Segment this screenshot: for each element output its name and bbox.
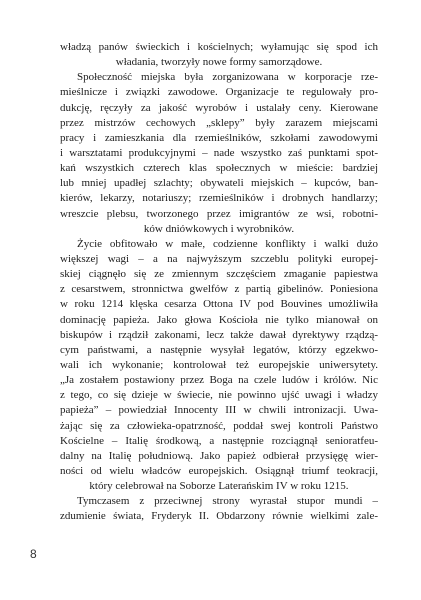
text-line: biskupów i rządził zakonami, lecz także dawał dyrektywy rządzą- <box>60 328 378 341</box>
page-number: 8 <box>30 547 37 561</box>
text-line: wali ich wykonanie; kontrolował też europejskie uniwersytety. <box>60 358 378 371</box>
text-line: Tymczasem z przeciwnej strony wyrastał stupor mundi – <box>77 495 378 508</box>
text-line: cym państwami, a następnie wysyłał legatów, którzy egzekwo- <box>60 343 378 356</box>
text-line: wreszcie plebsu, tworzonego przez imigrantów ze wsi, robotni- <box>60 207 378 220</box>
text-line: Społeczność miejska była zorganizowana w korporacje rze- <box>77 71 378 84</box>
text-line: zdumienie świata, Fryderyk II. Obdarzony równie wielkimi zale- <box>60 510 378 523</box>
text-line: kań wszystkich czterech klas społecznych w mieście: bardziej <box>60 162 378 175</box>
text-line: większej wagi – a na najwyższym szczeblu polityki europej- <box>60 252 378 265</box>
book-page-text <box>60 40 378 525</box>
text-line: mieślnicze i związki zawodowe. Organizacje te regulowały pro- <box>60 86 378 99</box>
text-line: kierów, lekarzy, notariuszy; rzemieślników i drobnych handlarzy; <box>60 192 378 205</box>
text-line: i warsztatami produkcyjnymi – nade wszystko zaś punktami spot- <box>60 146 378 159</box>
text-line: dalny na Italię południową. Jako papież odbierał przysięgę wier- <box>60 449 378 462</box>
text-line: w roku 1214 klęska cesarza Ottona IV pod Bouvines umożliwiła <box>60 298 378 311</box>
text-line: „Ja zostałem postawiony przez Boga na czele ludów i królów. Nic <box>60 374 378 387</box>
text-line: który celebrował na Soborze Laterańskim IV w roku 1215. <box>89 480 349 493</box>
text-line: lub mniej upadłej szlachty; obywateli miejskich – kupców, ban- <box>60 177 378 190</box>
text-line: władania, tworzyły nowe formy samorządowe. <box>115 56 323 69</box>
text-line: z cesarstwem, stronnictwa gwelfów z partią gibelinów. Poniesiona <box>60 283 378 296</box>
text-line: skiej ciągnęło się ze zmiennym szczęściem zmaganie papiestwa <box>60 268 378 281</box>
text-line: dukcję, ręczyły za jakość wyrobów i ustalały ceny. Kierowane <box>60 101 378 114</box>
text-line: pracy i zamieszkania dla rzemieślników, szkołami zawodowymi <box>60 131 378 144</box>
text-line: żając się za człowieka-opatrzność, poddał swej kontroli Państwo <box>60 419 378 432</box>
text-line: z tego, co się dzieje w świecie, nie powinno ujść uwagi i władzy <box>60 389 378 402</box>
text-line: przez mistrzów cechowych „sklepy” były zarazem miejscami <box>60 116 378 129</box>
text-line: ności od wielu władców europejskich. Osiągnął triumf teokracji, <box>60 464 378 477</box>
text-line: ków dniówkowych i wyrobników. <box>143 222 295 235</box>
text-line: władzą panów świeckich i kościelnych; wyłamując się spod ich <box>60 41 378 53</box>
text-line: Kościelne – Italię środkową, a następnie rozciągnął senioratfeu- <box>60 434 378 447</box>
text-line: dominację papieża. Jako głowa Kościoła nie tylko mianował on <box>60 313 378 326</box>
text-line: papieża” – powiedział Innocenty III w chwili intronizacji. Uwa- <box>60 404 378 417</box>
text-line: Życie obfitowało w małe, codzienne konflikty i walki dużo <box>77 237 378 250</box>
